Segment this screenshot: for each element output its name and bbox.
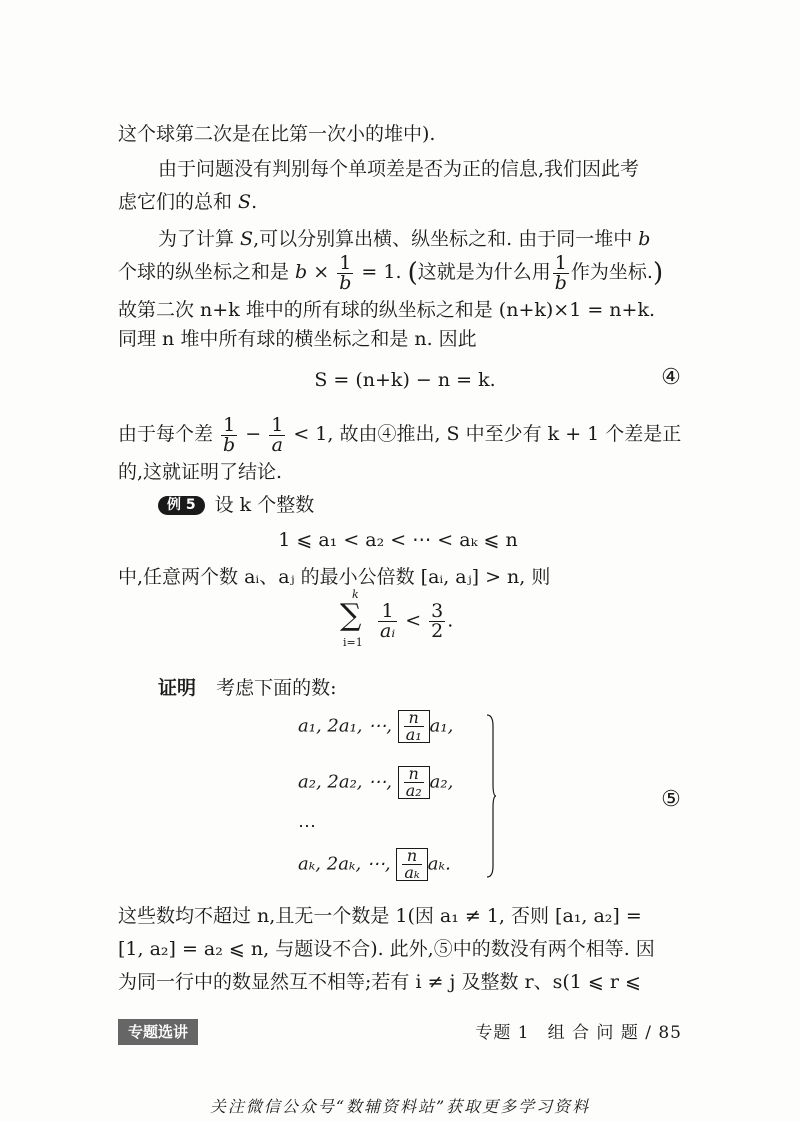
text-line: 这些数均不超过 n,且无一个数是 1(因 a₁ ≠ 1, 否则 [a₁, a₂] = — [118, 905, 642, 927]
fraction-numerator: 1 — [381, 600, 394, 622]
text-fragment: 设 k 个整数 — [214, 494, 315, 516]
array-row — [298, 710, 453, 743]
fraction-numerator: n — [408, 708, 419, 727]
text-line: 中,任意两个数 aᵢ、aⱼ 的最小公倍数 [aᵢ, aⱼ] > n, 则 — [118, 566, 551, 588]
sum-upper-limit: k — [352, 588, 359, 601]
row-suffix: aₖ. — [427, 853, 451, 875]
fraction — [429, 602, 445, 641]
text-fragment: − — [239, 423, 268, 445]
text-fragment: 虑它们的总和 — [118, 191, 239, 213]
text-line: 故第二次 n+k 堆中的所有球的纵坐标之和是 (n+k)×1 = n+k. — [118, 299, 656, 321]
floor-bracket — [398, 766, 430, 799]
text-fragment: 这就是为什么用 — [417, 261, 551, 283]
fraction — [402, 848, 421, 881]
equation-4: S = (n+k) − n = k. — [314, 369, 496, 391]
watermark-note: 关注微信公众号“数辅资料站”获取更多学习资料 — [209, 1097, 591, 1116]
fraction-denominator: aᵢ — [380, 620, 396, 642]
sum-body — [376, 602, 453, 641]
text-fragment: 作为坐标. — [570, 261, 653, 283]
paren: ( — [407, 258, 418, 288]
text-line — [118, 190, 698, 214]
text-fragment: 个球的纵坐标之和是 — [118, 261, 296, 283]
equation-number: ④ — [661, 365, 681, 390]
summation-formula — [340, 588, 540, 654]
text-line: 由于问题没有判别每个单项差是否为正的信息,我们因此考 — [158, 158, 640, 180]
inequality: 1 ⩽ a₁ < a₂ < ⋯ < aₖ ⩽ n — [278, 529, 518, 551]
fraction-denominator: aₖ — [404, 863, 420, 882]
text-fragment: × — [307, 261, 336, 283]
text-fragment: 考虑下面的数: — [216, 677, 337, 699]
array-row-ellipsis: ⋯ — [298, 816, 316, 837]
math-var: S — [240, 228, 254, 250]
fraction — [269, 413, 285, 456]
fraction-denominator: b — [554, 271, 567, 294]
text-line: 同理 n 堆中所有球的横坐标之和是 n. 因此 — [118, 328, 477, 350]
fraction-numerator: 1 — [223, 413, 236, 436]
fraction-denominator: a — [269, 435, 285, 455]
fraction-numerator: n — [408, 764, 419, 783]
text-line: 为同一行中的数显然互不相等;若有 i ≠ j 及整数 r、s(1 ⩽ r ⩽ — [118, 971, 641, 993]
row-suffix: a₁, — [429, 715, 454, 737]
fraction-denominator: 2 — [431, 620, 444, 642]
row-prefix: aₖ, 2aₖ, ⋯, — [298, 853, 391, 875]
math-var: b — [295, 261, 308, 283]
section-tag: 专题选讲 — [118, 1019, 198, 1045]
text-line: [1, a₂] = a₂ ⩽ n, 与题设不合). 此外,⑤中的数没有两个相等. 因 — [118, 938, 655, 960]
fraction-numerator: 1 — [554, 251, 567, 274]
text-line: 的,这就证明了结论. — [118, 461, 283, 483]
math-var: b — [638, 228, 651, 250]
right-brace — [486, 714, 496, 878]
sigma-symbol: ∑ — [340, 598, 362, 633]
proof-label: 证明 — [158, 677, 197, 699]
text-fragment: . — [447, 609, 454, 632]
fraction-numerator: n — [406, 846, 418, 865]
row-prefix: a₂, 2a₂, ⋯, — [298, 771, 392, 793]
fraction-numerator: 1 — [271, 413, 284, 436]
array-row — [298, 766, 453, 799]
fraction — [337, 251, 353, 294]
paren: ) — [652, 258, 664, 288]
row-prefix: a₁, 2a₁, ⋯, — [298, 715, 392, 737]
sum-lower-limit: i=1 — [343, 636, 363, 649]
text-fragment: ,可以分别算出横、纵坐标之和. 由于同一堆中 — [253, 228, 639, 250]
fraction-denominator: a₂ — [405, 781, 422, 800]
text-line — [158, 227, 738, 251]
fraction — [378, 602, 397, 641]
text-fragment: < — [399, 609, 428, 632]
text-fragment: . — [251, 191, 258, 213]
fraction-denominator: b — [339, 271, 352, 294]
text-line — [118, 412, 698, 456]
floor-bracket — [398, 710, 430, 743]
fraction-denominator: a₁ — [405, 725, 422, 744]
fraction-numerator: 1 — [339, 251, 352, 274]
fraction-numerator: 3 — [431, 600, 444, 622]
fraction-denominator: b — [223, 433, 236, 456]
array-row — [298, 848, 451, 881]
proof-heading — [158, 676, 738, 700]
page-footer: 专题 1 组 合 问 题 / 85 — [475, 1023, 682, 1043]
fraction — [404, 710, 424, 743]
math-var: S — [238, 191, 252, 213]
fraction — [221, 413, 237, 456]
equation-number: ⑤ — [661, 787, 681, 812]
text-line: 这个球第二次是在比第一次小的堆中). — [118, 123, 436, 145]
fraction — [553, 251, 569, 294]
text-fragment: < 1, 故由④推出, S 中至少有 k + 1 个差是正 — [287, 423, 682, 445]
example-heading — [158, 493, 738, 517]
row-suffix: a₂, — [429, 771, 454, 793]
floor-bracket — [396, 848, 427, 881]
text-fragment: 由于每个差 — [118, 423, 220, 445]
text-line — [118, 252, 698, 293]
example-badge: 例 5 — [158, 496, 205, 515]
fraction — [404, 766, 424, 799]
text-fragment: = 1. — [355, 261, 408, 283]
text-fragment: 为了计算 — [158, 228, 241, 250]
